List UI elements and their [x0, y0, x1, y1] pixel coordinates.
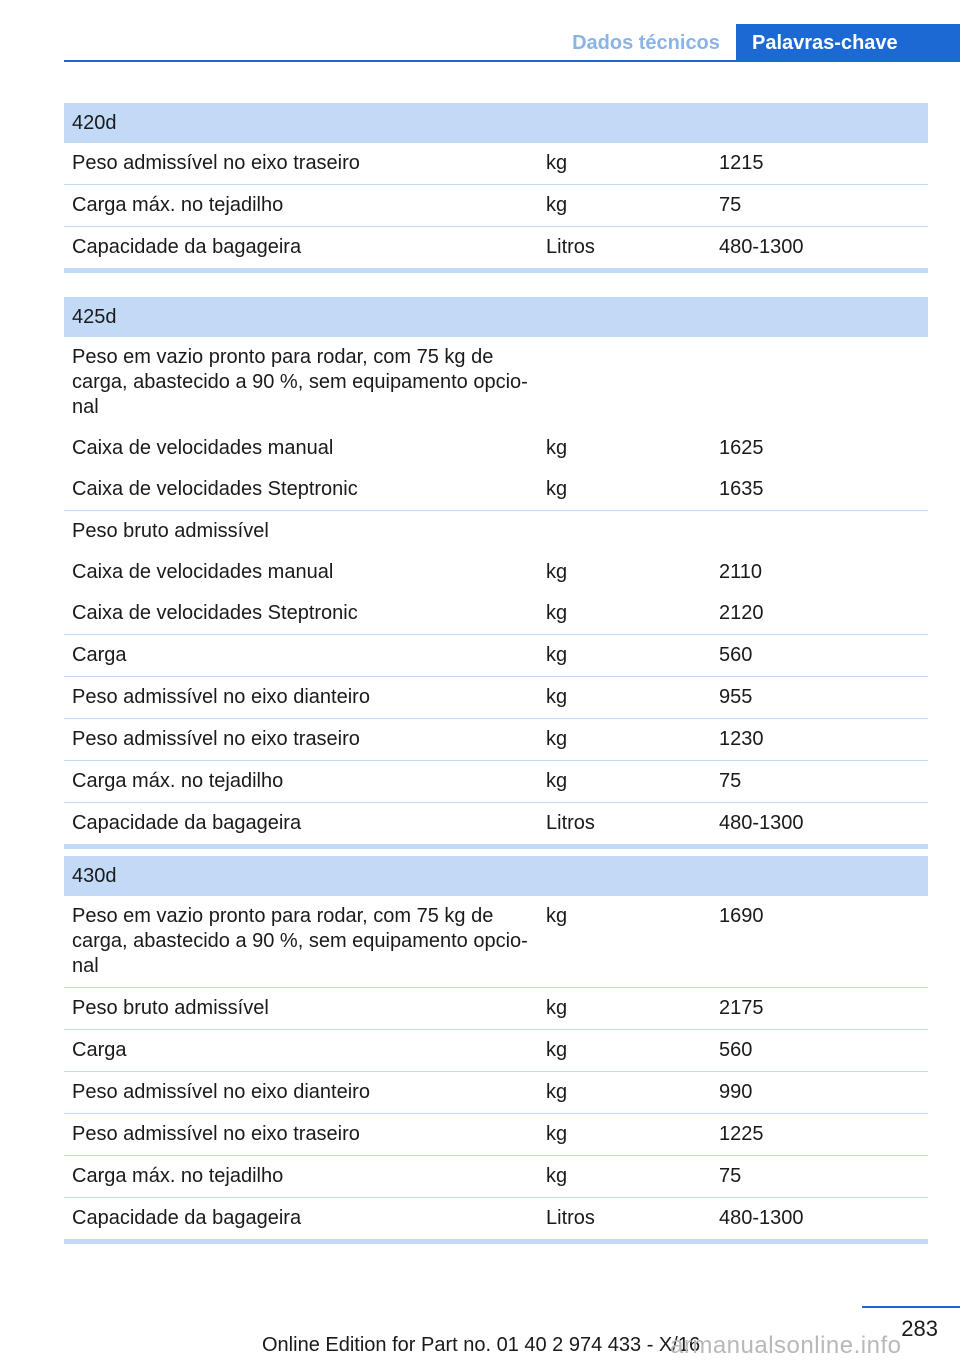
table-title: 430d — [64, 856, 928, 896]
row-label: Peso admissível no eixo traseiro — [72, 728, 360, 750]
row-label: Caixa de velocidades Steptronic — [72, 602, 358, 624]
row-label: Carga — [72, 1039, 127, 1061]
table-row — [64, 185, 928, 227]
row-label: Carga — [72, 644, 127, 666]
row-value: 75 — [719, 1165, 742, 1187]
row-unit: Litros — [546, 236, 595, 258]
row-label: Capacidade da bagageira — [72, 236, 302, 258]
watermark: armanualsonline.info — [670, 1332, 902, 1359]
table-row — [64, 761, 928, 803]
page-header — [0, 0, 960, 62]
row-unit: kg — [546, 152, 568, 174]
row-label: Peso em vazio pronto para rodar, com 75 kg de carga, abastecido a 90 %, sem equipamento opcio-nal — [72, 905, 528, 977]
table-row — [64, 635, 928, 677]
row-label: Capacidade da bagageira — [72, 812, 302, 834]
row-unit: kg — [546, 602, 568, 624]
table-row — [64, 511, 928, 552]
row-unit — [538, 511, 711, 552]
table-row — [64, 988, 928, 1030]
table-row — [64, 1072, 928, 1114]
tab-palavras-chave[interactable]: Palavras-chave — [736, 24, 960, 62]
row-value: 955 — [719, 686, 753, 708]
table-row — [64, 1156, 928, 1198]
row-label: Caixa de velocidades manual — [72, 561, 334, 583]
row-unit: kg — [546, 1123, 568, 1145]
row-value: 2175 — [719, 997, 764, 1019]
row-label: Carga máx. no tejadilho — [72, 1165, 284, 1187]
row-unit: kg — [546, 1039, 568, 1061]
row-value: 1215 — [719, 152, 764, 174]
row-unit: kg — [546, 686, 568, 708]
table-row — [64, 719, 928, 761]
table-row — [64, 552, 928, 593]
row-label: Peso admissível no eixo traseiro — [72, 1123, 360, 1145]
edition-text: Online Edition for Part no. 01 40 2 974 433 - X/16 — [262, 1334, 701, 1356]
table-row — [64, 337, 928, 428]
table-row — [64, 593, 928, 635]
tab-dados-tecnicos[interactable]: Dados técnicos — [572, 31, 720, 54]
row-label: Carga máx. no tejadilho — [72, 194, 284, 216]
row-label: Carga máx. no tejadilho — [72, 770, 284, 792]
row-value: 75 — [719, 194, 742, 216]
row-label: Peso bruto admissível — [72, 520, 269, 542]
row-label: Peso em vazio pronto para rodar, com 75 kg de carga, abastecido a 90 %, sem equipamento opcio-nal — [72, 346, 528, 418]
row-unit: kg — [546, 478, 568, 500]
table-footer-bar — [64, 1239, 928, 1244]
table-row — [64, 1198, 928, 1239]
table-row — [64, 1114, 928, 1156]
row-value: 990 — [719, 1081, 753, 1103]
row-unit: Litros — [546, 812, 595, 834]
row-unit: kg — [546, 1165, 568, 1187]
table-row — [64, 428, 928, 469]
row-label: Peso admissível no eixo dianteiro — [72, 1081, 370, 1103]
table-title: 425d — [64, 297, 928, 337]
table-row — [64, 469, 928, 511]
table-row — [64, 803, 928, 844]
row-value: 2110 — [719, 561, 763, 583]
table-row — [64, 143, 928, 185]
row-label: Peso bruto admissível — [72, 997, 269, 1019]
page-number: 283 — [901, 1316, 938, 1341]
row-value: 2120 — [719, 602, 764, 624]
row-value: 1635 — [719, 478, 764, 500]
row-unit: kg — [546, 437, 568, 459]
row-label: Peso admissível no eixo traseiro — [72, 152, 360, 174]
row-value: 1690 — [719, 905, 764, 927]
row-value: 480-1300 — [719, 236, 804, 258]
table-footer-bar — [64, 268, 928, 273]
row-value: 560 — [719, 1039, 753, 1061]
table-footer-bar — [64, 844, 928, 849]
row-unit: kg — [546, 561, 568, 583]
row-unit: kg — [546, 644, 568, 666]
row-value: 480-1300 — [719, 1207, 804, 1229]
table-title: 420d — [64, 103, 928, 143]
row-value: 1225 — [719, 1123, 764, 1145]
row-label: Capacidade da bagageira — [72, 1207, 302, 1229]
table-row — [64, 227, 928, 268]
row-label: Peso admissível no eixo dianteiro — [72, 686, 370, 708]
row-value: 560 — [719, 644, 753, 666]
header-divider — [64, 60, 960, 62]
table-row — [64, 896, 928, 988]
row-unit: kg — [546, 728, 568, 750]
table-row — [64, 677, 928, 719]
row-unit: kg — [546, 997, 568, 1019]
row-value: 1230 — [719, 728, 764, 750]
spec-table-430d — [64, 856, 928, 1244]
row-unit — [538, 337, 711, 428]
row-label: Caixa de velocidades manual — [72, 437, 334, 459]
row-value — [711, 337, 928, 428]
row-unit: kg — [546, 905, 568, 927]
row-unit: kg — [546, 194, 568, 216]
row-unit: kg — [546, 770, 568, 792]
row-value — [711, 511, 928, 552]
row-unit: kg — [546, 1081, 568, 1103]
row-value: 1625 — [719, 437, 764, 459]
row-value: 480-1300 — [719, 812, 804, 834]
spec-table-425d — [64, 297, 928, 849]
table-row — [64, 1030, 928, 1072]
footer-divider — [862, 1306, 960, 1308]
row-value: 75 — [719, 770, 742, 792]
spec-table-420d — [64, 103, 928, 273]
row-unit: Litros — [546, 1207, 595, 1229]
row-label: Caixa de velocidades Steptronic — [72, 478, 358, 500]
